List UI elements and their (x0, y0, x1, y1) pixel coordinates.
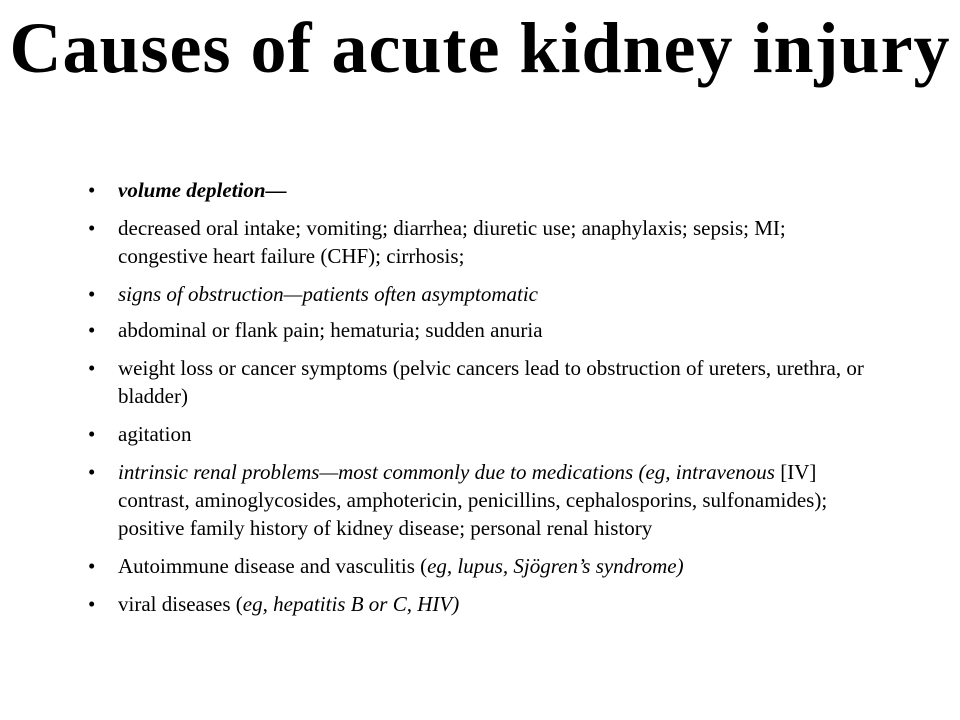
bullet-icon: • (88, 356, 96, 380)
bullet-text: agitation (118, 422, 192, 446)
bullet-icon: • (88, 178, 96, 202)
bullet-text: Autoimmune disease and vasculitis (eg, lupus, Sjögren’s syndrome) (118, 554, 684, 578)
bullet-item (88, 552, 868, 580)
bullet-icon: • (88, 422, 96, 446)
bullet-item (88, 420, 868, 448)
bullet-item (88, 354, 868, 410)
bullet-item (88, 316, 868, 344)
bullet-item (88, 280, 868, 308)
bullet-text: volume depletion— (118, 178, 287, 202)
bullet-text: intrinsic renal problems—most commonly due to medications (eg, intravenous [IV] contrast, aminoglycosides, amphotericin, penicillins, cephalosporins, sulfonamides); positive family history of kidney disease; personal renal history (118, 460, 828, 540)
bullet-icon: • (88, 318, 96, 342)
bullet-icon: • (88, 282, 96, 306)
slide-title: Causes of acute kidney injury (9, 8, 951, 88)
bullet-text: weight loss or cancer symptoms (pelvic cancers lead to obstruction of ureters, urethra, or bladder) (118, 356, 864, 408)
bullet-text: abdominal or flank pain; hematuria; sudden anuria (118, 318, 543, 342)
bullet-item (88, 214, 868, 270)
bullet-text: signs of obstruction—patients often asymptomatic (118, 282, 538, 306)
bullet-item (88, 590, 868, 618)
bullet-item (88, 458, 868, 542)
bullet-icon: • (88, 592, 96, 616)
bullet-text: viral diseases (eg, hepatitis B or C, HIV) (118, 592, 460, 616)
bullet-icon: • (88, 554, 96, 578)
bullet-list (88, 176, 868, 628)
bullet-icon: • (88, 216, 96, 240)
bullet-icon: • (88, 460, 96, 484)
bullet-item (88, 176, 868, 204)
bullet-text: decreased oral intake; vomiting; diarrhea; diuretic use; anaphylaxis; sepsis; MI; congestive heart failure (CHF); cirrhosis; (118, 216, 786, 268)
